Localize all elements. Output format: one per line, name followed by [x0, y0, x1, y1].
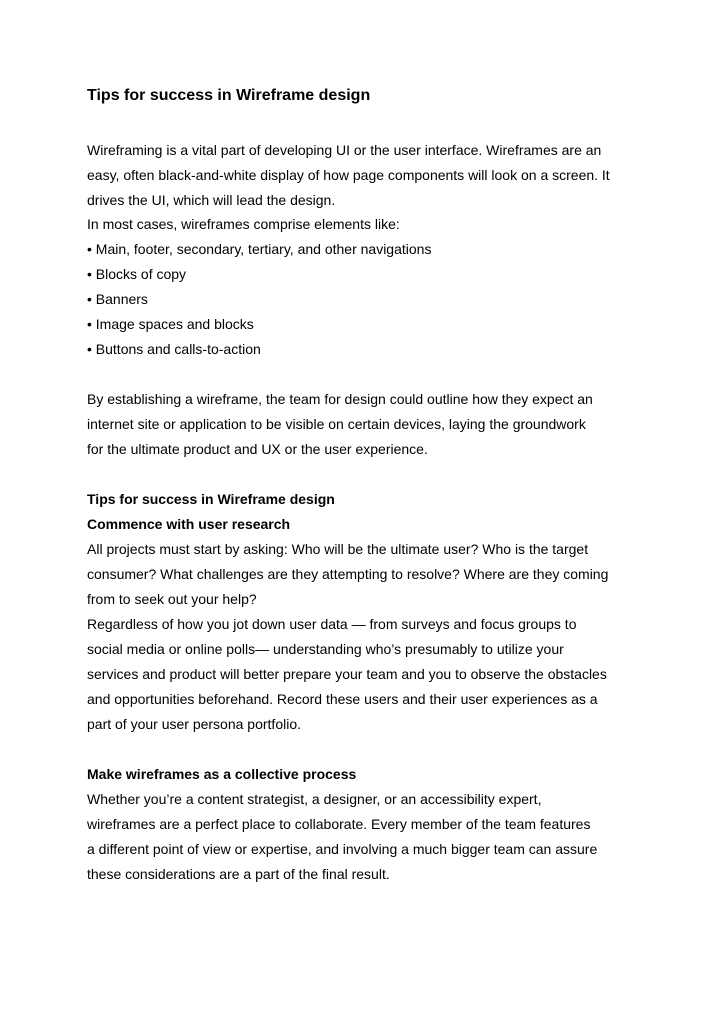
- subheading-collective-process: Make wireframes as a collective process: [87, 766, 357, 782]
- document-title: Tips for success in Wireframe design: [87, 87, 371, 104]
- bullet-item: • Buttons and calls-to-action: [87, 341, 261, 357]
- paragraph-line: part of your user persona portfolio.: [87, 716, 302, 732]
- intro-line: Wireframing is a vital part of developing UI or the user interface. Wireframes are an: [87, 142, 602, 158]
- paragraph-line: Regardless of how you jot down user data — from surveys and focus groups to: [87, 616, 577, 632]
- bullet-item: • Image spaces and blocks: [87, 316, 254, 332]
- bullet-item: • Main, footer, secondary, tertiary, and other navigations: [87, 241, 432, 257]
- paragraph-line: these considerations are a part of the final result.: [87, 866, 390, 882]
- intro-line: easy, often black-and-white display of how page components will look on a screen. It: [87, 167, 610, 183]
- paragraph-line: consumer? What challenges are they attempting to resolve? Where are they coming: [87, 566, 609, 582]
- subheading-user-research: Commence with user research: [87, 516, 291, 532]
- paragraph-line: social media or online polls— understanding who’s presumably to utilize your: [87, 641, 564, 657]
- bullet-item: • Banners: [87, 291, 148, 307]
- paragraph-line: from to seek out your help?: [87, 591, 257, 607]
- section-heading: Tips for success in Wireframe design: [87, 491, 335, 507]
- paragraph-line: for the ultimate product and UX or the user experience.: [87, 441, 428, 457]
- intro-line: drives the UI, which will lead the design.: [87, 192, 336, 208]
- paragraph-line: internet site or application to be visible on certain devices, laying the groundwork: [87, 416, 586, 432]
- bullet-item: • Blocks of copy: [87, 266, 187, 282]
- intro-line: In most cases, wireframes comprise elements like:: [87, 216, 400, 232]
- paragraph-line: a different point of view or expertise, and involving a much bigger team can assure: [87, 841, 598, 857]
- paragraph-line: services and product will better prepare your team and you to observe the obstacles: [87, 666, 607, 682]
- paragraph-line: wireframes are a perfect place to collaborate. Every member of the team features: [87, 816, 591, 832]
- paragraph-line: All projects must start by asking: Who will be the ultimate user? Who is the target: [87, 541, 589, 557]
- paragraph-line: and opportunities beforehand. Record these users and their user experiences as a: [87, 691, 598, 707]
- paragraph-line: Whether you’re a content strategist, a designer, or an accessibility expert,: [87, 791, 542, 807]
- paragraph-line: By establishing a wireframe, the team for design could outline how they expect an: [87, 391, 593, 407]
